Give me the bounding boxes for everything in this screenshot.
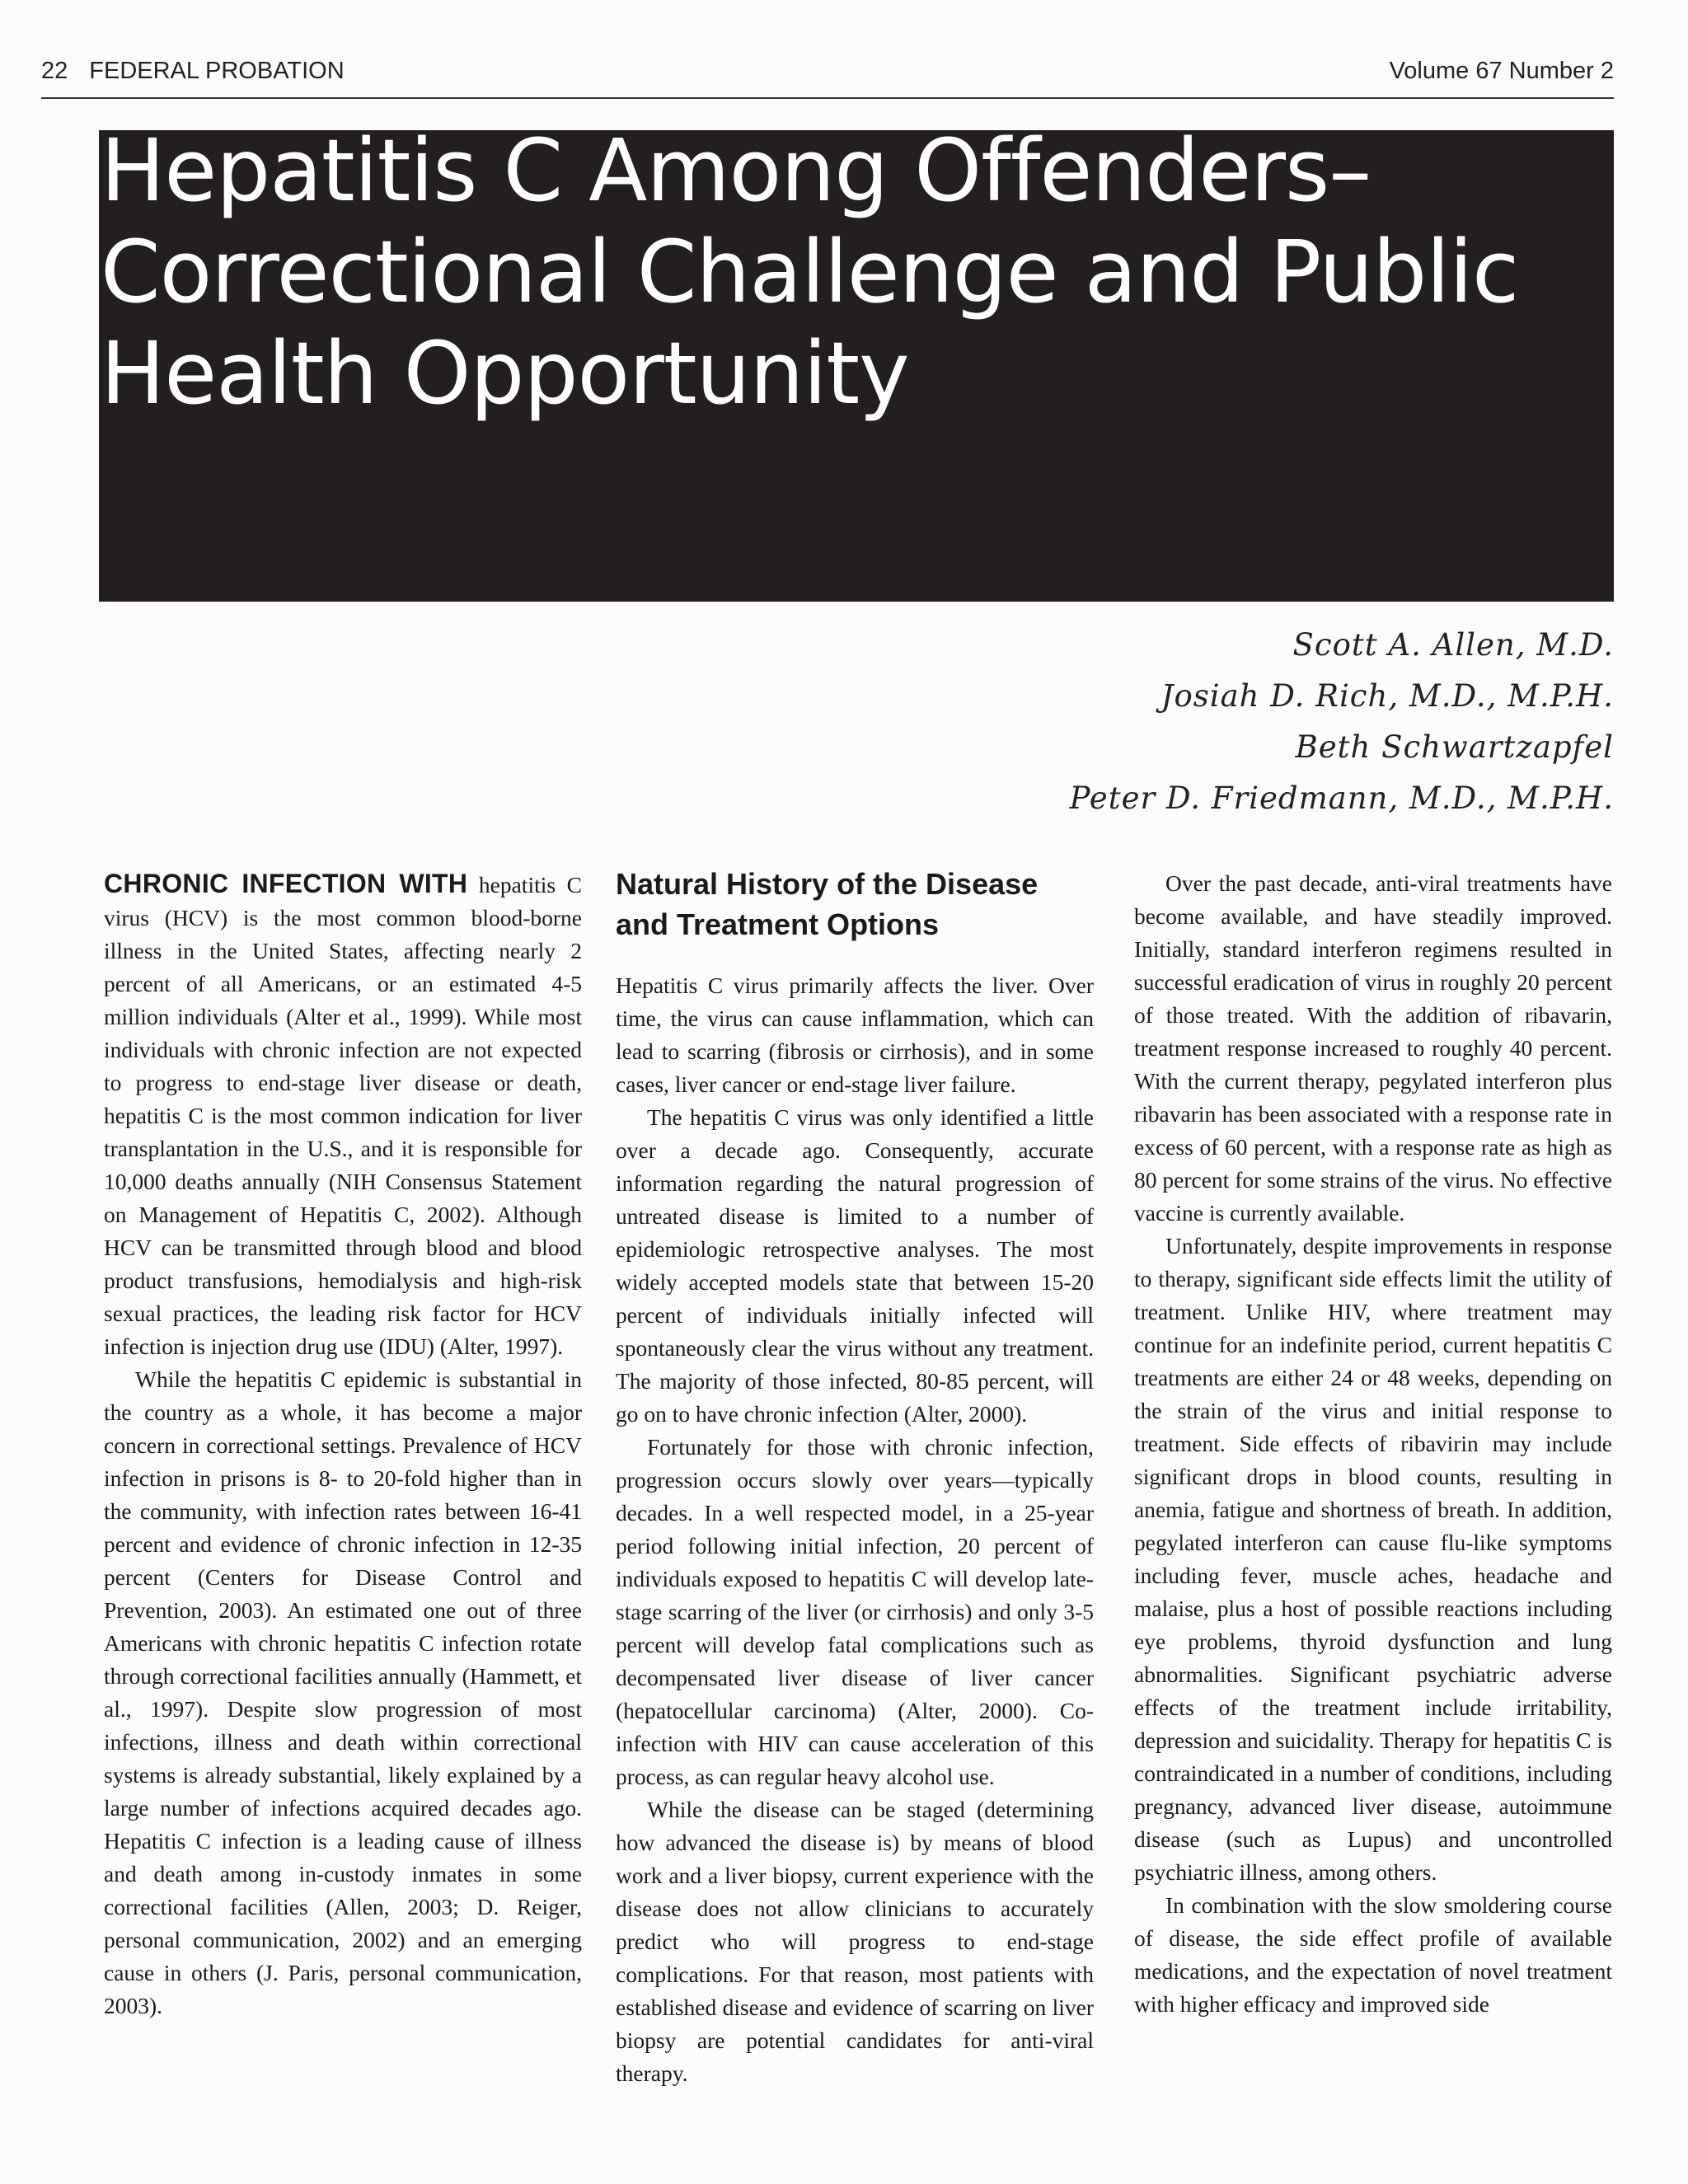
author-name: Josiah D. Rich, M.D., M.P.H. bbox=[1160, 678, 1614, 714]
body-column-3 bbox=[1134, 867, 1612, 2021]
running-head bbox=[41, 58, 1614, 99]
lead-in-text: CHRONIC INFECTION WITH bbox=[104, 869, 468, 898]
body-paragraph: Fortunately for those with chronic infection, progression occurs slowly over years—typically decades. In a well respected model, in a 25-year period following initial infection, 20 percent of individuals exposed to hepatitis C will develop late-stage scarring of the liver (or cirrhosis) and only 3-5 percent will develop fatal complications such as decompensated liver disease of liver cancer (hepatocellular carcinoma) (Alter, 2000). Co-infection with HIV can cause acceleration of this process, as can regular heavy alcohol use. bbox=[616, 1434, 1094, 1789]
body-paragraph: In combination with the slow smoldering course of disease, the side effect profile of available medications, and the expectation of novel treatment with higher efficacy and improved side bbox=[1134, 1892, 1612, 2017]
author-name: Scott A. Allen, M.D. bbox=[1292, 627, 1614, 663]
author-list bbox=[1070, 620, 1614, 824]
body-paragraph: While the hepatitis C epidemic is substantial in the country as a whole, it has become a major concern in correctional settings. Prevalence of HCV infection in prisons is 8- to 20-fold higher than in the community, with infection rates between 16-41 percent and evidence of chronic infection in 12-35 percent (Centers for Disease Control and Prevention, 2003). An estimated one out of three Americans with chronic hepatitis C infection rotate through correctional facilities annually (Hammett, et al., 1997). Despite slow progression of most infections, illness and death within correctional systems is already substantial, likely explained by a large number of infections acquired decades ago. Hepatitis C infection is a leading cause of illness and death among in-custody inmates in some correctional facilities (Allen, 2003; D. Reiger, personal communication, 2002) and an emerging cause in others (J. Paris, personal communication, 2003). bbox=[104, 1366, 582, 2018]
body-column-2 bbox=[616, 867, 1094, 2090]
journal-name: FEDERAL PROBATION bbox=[89, 58, 345, 84]
running-head-left bbox=[41, 58, 345, 85]
title-banner bbox=[99, 120, 1614, 602]
body-paragraph: Over the past decade, anti-viral treatments have become available, and have steadily improved. Initially, standard interferon regimens resulted in successful eradication of virus in roughly 20 percent of those treated. With the addition of ribavarin, treatment response increased to roughly 40 percent. With the current therapy, pegylated interferon plus ribavarin has been associated with a response rate in excess of 60 percent, with a response rate as high as 80 percent for some strains of the virus. No effective vaccine is currently available. bbox=[1134, 870, 1612, 1226]
issue-info: Volume 67 Number 2 bbox=[1389, 58, 1614, 84]
body-paragraph: Unfortunately, despite improvements in response to therapy, significant side effects limit the utility of treatment. Unlike HIV, where treatment may continue for an indefinite period, current hepatitis C treatments are either 24 or 48 weeks, depending on the strain of the virus and initial response to treatment. Side effects of ribavirin may include significant drops in blood counts, resulting in anemia, fatigue and shortness of breath. In addition, pegylated interferon can cause flu-like symptoms including fever, muscle aches, headache and malaise, plus a host of possible reactions including eye problems, thyroid dysfunction and lung abnormalities. Significant psychiatric adverse effects of the treatment include irritability, depression and suicidality. Therapy for hepatitis C is contraindicated in a number of conditions, including pregnancy, advanced liver disease, autoimmune disease (such as Lupus) and uncontrolled psychiatric illness, among others. bbox=[1134, 1233, 1612, 1885]
article-title: Hepatitis C Among Offenders–Correctional Challenge and Public Health Opportunity bbox=[101, 120, 1519, 424]
paragraph-text: hepatitis C virus (HCV) is the most common blood-borne illness in the United States, affecting nearly 2 percent of all Americans, or an estimated 4-5 million individuals (Alter et al., 1999). While most individuals with chronic infection are not expected to progress to end-stage liver disease or death, hepatitis C is the most common indication for liver transplantation in the U.S., and it is responsible for 10,000 deaths annually (NIH Consensus Statement on Management of Hepatitis C, 2002). Although HCV can be transmitted through blood and blood product transfusions, hemodialysis and high-risk sexual practices, the leading risk factor for HCV infection is injection drug use (IDU) (Alter, 1997). bbox=[104, 872, 582, 1359]
author-name: Beth Schwartzapfel bbox=[1295, 729, 1614, 765]
body-paragraph: While the disease can be staged (determining how advanced the disease is) by means of blood work and a liver biopsy, current experience with the disease does not allow clinicians to accurately predict who will progress to end-stage complications. For that reason, most patients with established disease and evidence of scarring on liver biopsy are potential candidates for anti-viral therapy. bbox=[616, 1797, 1094, 2086]
body-paragraph: The hepatitis C virus was only identified a little over a decade ago. Consequently, accurate information regarding the natural progression of untreated disease is limited to a number of epidemiologic retrospective analyses. The most widely accepted models state that between 15-20 percent of individuals initially infected will spontaneously clear the virus without any treatment. The majority of those infected, 80-85 percent, will go on to have chronic infection (Alter, 2000). bbox=[616, 1104, 1094, 1427]
section-heading: Natural History of the Disease and Treatment Options bbox=[616, 867, 1039, 941]
author-name: Peter D. Friedmann, M.D., M.P.H. bbox=[1069, 780, 1614, 816]
page-number: 22 bbox=[41, 58, 68, 84]
body-paragraph bbox=[104, 867, 582, 1363]
body-column-1 bbox=[104, 867, 582, 2022]
body-paragraph: Hepatitis C virus primarily affects the liver. Over time, the virus can cause inflammation, which can lead to scarring (fibrosis or cirrhosis), and in some cases, liver cancer or end-stage liver failure. bbox=[616, 972, 1094, 1097]
